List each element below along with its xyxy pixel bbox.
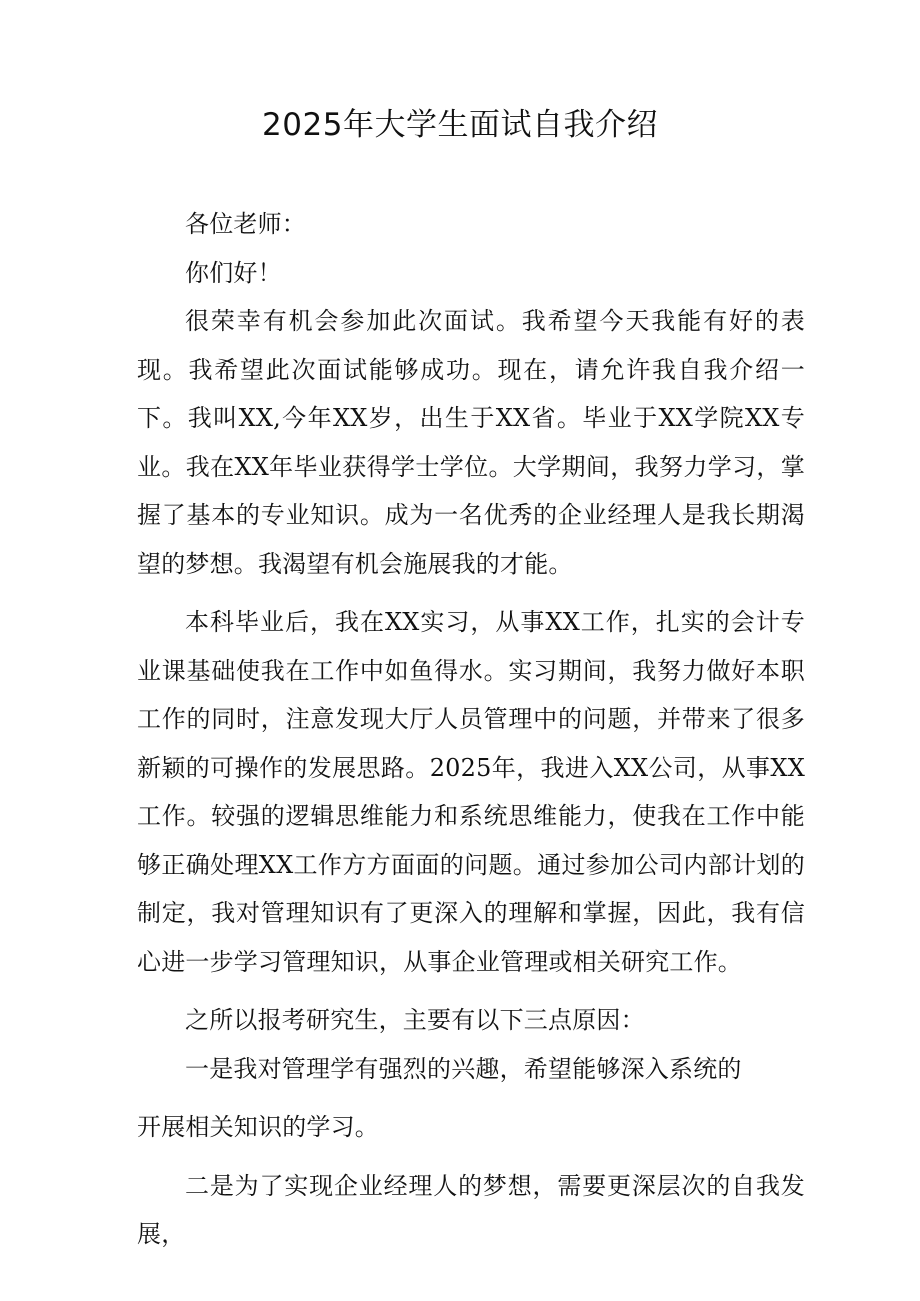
document-body [137, 200, 805, 1259]
paragraph-introduction: 很荣幸有机会参加此次面试。我希望今天我能有好的表现。我希望此次面试能够成功。现在，请允许我自我介绍一下。我叫XX,今年XX岁，出生于XX省。毕业于XX学院XX专业。我在XX年毕业获得学士学位。大学期间，我努力学习，掌握了基本的专业知识。成为一名优秀的企业经理人是我长期渴望的梦想。我渴望有机会施展我的才能。 [137, 307, 805, 578]
paragraph-reason-two: 二是为了实现企业经理人的梦想，需要更深层次的自我发展， [137, 1171, 805, 1248]
paragraph-reasons-intro: 之所以报考研究生，主要有以下三点原因： [185, 1006, 645, 1034]
document-title: 2025年大学生面试自我介绍 [262, 107, 658, 143]
paragraph-reason-one: 一是我对管理学有强烈的兴趣，希望能够深入系统的 [185, 1054, 742, 1083]
paragraph-work-experience: 本科毕业后，我在XX实习，从事XX工作，扎实的会计专业课基础使我在工作中如鱼得水。实习期间，我努力做好本职工作的同时，注意发现大厅人员管理中的问题，并带来了很多新颖的可操作的发展思路。2025年，我进入XX公司，从事XX工作。较强的逻辑思维能力和系统思维能力，使我在工作中能够正确处理XX工作方方面面的问题。通过参加公司内部计划的制定，我对管理知识有了更深入的理解和掌握，因此，我有信心进一步学习管理知识，从事企业管理或相关研究工作。 [137, 608, 805, 976]
greeting: 你们好！ [185, 258, 282, 287]
salutation: 各位老师： [185, 210, 306, 238]
paragraph-reason-one-continued: 开展相关知识的学习。 [137, 1113, 379, 1141]
